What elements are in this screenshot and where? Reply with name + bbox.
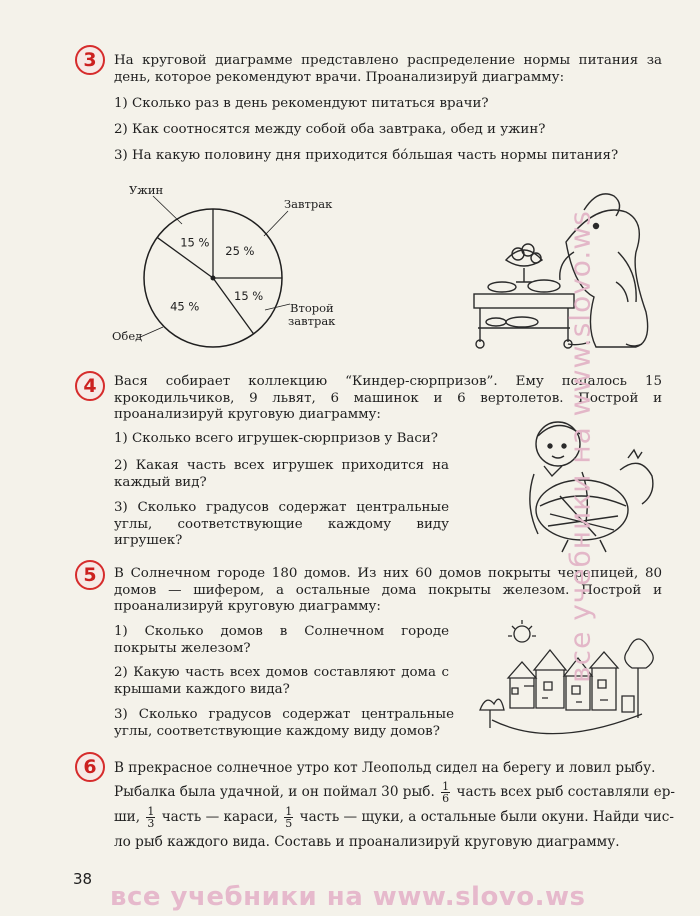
side-watermark: все учебники на www.slovo.ws <box>563 210 597 683</box>
fraction-one-sixth <box>441 781 450 804</box>
problem-4-text: Вася собирает коллекцию “Киндер-сюрпризов”. Ему попалось 15 крокодильчиков, 9 львят, 6 машинок и 6 вертолетов. Построй и проанализируй круговую диаграмму: <box>114 374 662 422</box>
problem-5-number: 5 <box>75 560 105 590</box>
problem-3-question-1: 1) Сколько раз в день рекомендуют питаться врачи? <box>114 96 489 111</box>
bottom-watermark: все учебники на www.slovo.ws <box>110 882 586 912</box>
label-breakfast: Завтрак <box>284 197 333 211</box>
problem-6-number: 6 <box>75 752 105 782</box>
problem-4-question-2: 2) Какая часть всех игрушек приходится на каждый вид? <box>114 458 449 490</box>
pie-value-label-4: 15 % <box>180 235 210 250</box>
problem-6-line-3a: ши, <box>114 809 141 825</box>
problem-3-text: На круговой диаграмме представлено распределение нормы питания за день, которое рекомендуют врачи. Проанализируй диаграмму: <box>114 53 662 85</box>
problem-6-line-2 <box>114 780 675 804</box>
problem-6-line-3 <box>114 805 674 829</box>
fraction-one-third <box>146 806 155 829</box>
fraction-numerator: 1 <box>285 805 293 818</box>
mouse-chef-illustration <box>466 182 656 352</box>
label-dinner: Ужин <box>129 183 164 197</box>
pie-value-label-1: 25 % <box>225 244 255 259</box>
problem-6-line-2a: Рыбалка была удачной, и он поймал 30 рыб. <box>114 784 435 800</box>
problem-3-number: 3 <box>75 45 105 75</box>
problem-5-question-2: 2) Какую часть всех домов составляют дома с крышами каждого вида? <box>114 665 449 697</box>
fraction-numerator: 1 <box>442 780 450 793</box>
label-lunch: Обед <box>112 329 143 343</box>
pie-slice-boundary-3 <box>213 278 254 334</box>
fraction-denominator: 3 <box>147 817 155 830</box>
label-second-breakfast-1: Второй <box>290 301 334 315</box>
leader-second-breakfast <box>265 304 290 310</box>
label-second-breakfast-2: завтрак <box>288 314 336 328</box>
problem-6-line-2b: часть всех рыб составляли ер- <box>456 784 676 800</box>
fraction-one-fifth <box>284 806 293 829</box>
leader-breakfast <box>264 211 288 236</box>
problem-4-question-1: 1) Сколько всего игрушек-сюрпризов у Васи? <box>114 431 438 446</box>
page-number: 38 <box>73 870 93 888</box>
fraction-denominator: 5 <box>285 817 293 830</box>
problem-4-number: 4 <box>75 371 105 401</box>
problem-6-line-3b: часть — караси, <box>161 809 278 825</box>
pie-center <box>211 276 216 281</box>
problem-6-line-3c: часть — щуки, а остальные были окуни. Найди чис- <box>299 809 674 825</box>
problem-6-line-4: ло рыб каждого вида. Составь и проанализируй круговую диаграмму. <box>114 834 620 850</box>
problem-3-question-2: 2) Как соотносятся между собой оба завтрака, обед и ужин? <box>114 122 546 137</box>
problem-5-question-3: 3) Сколько градусов содержат центральные углы, соответствующие каждому виду домов? <box>114 707 454 739</box>
fraction-denominator: 6 <box>442 792 450 805</box>
problem-5-text: В Солнечном городе 180 домов. Из них 60 домов покрыты черепицей, 80 домов — шифером, а остальные дома покрыты железом. Построй и проанализируй круговую диаграмму: <box>114 566 662 614</box>
problem-3-question-3: 3) На какую половину дня приходится бо́льшая часть нормы питания? <box>114 148 619 163</box>
pie-value-label-3: 45 % <box>170 299 200 314</box>
leader-dinner <box>153 196 182 224</box>
problem-5-question-1: 1) Сколько домов в Солнечном городе покрыты железом? <box>114 624 449 656</box>
meal-pie-chart <box>100 178 360 348</box>
problem-6-line-1: В прекрасное солнечное утро кот Леопольд сидел на берегу и ловил рыбу. <box>114 760 656 776</box>
problem-4-question-3: 3) Сколько градусов содержат центральные углы, соответствующие каждому виду игрушек? <box>114 500 449 548</box>
fraction-numerator: 1 <box>147 805 155 818</box>
pie-value-label-2: 15 % <box>234 289 264 304</box>
